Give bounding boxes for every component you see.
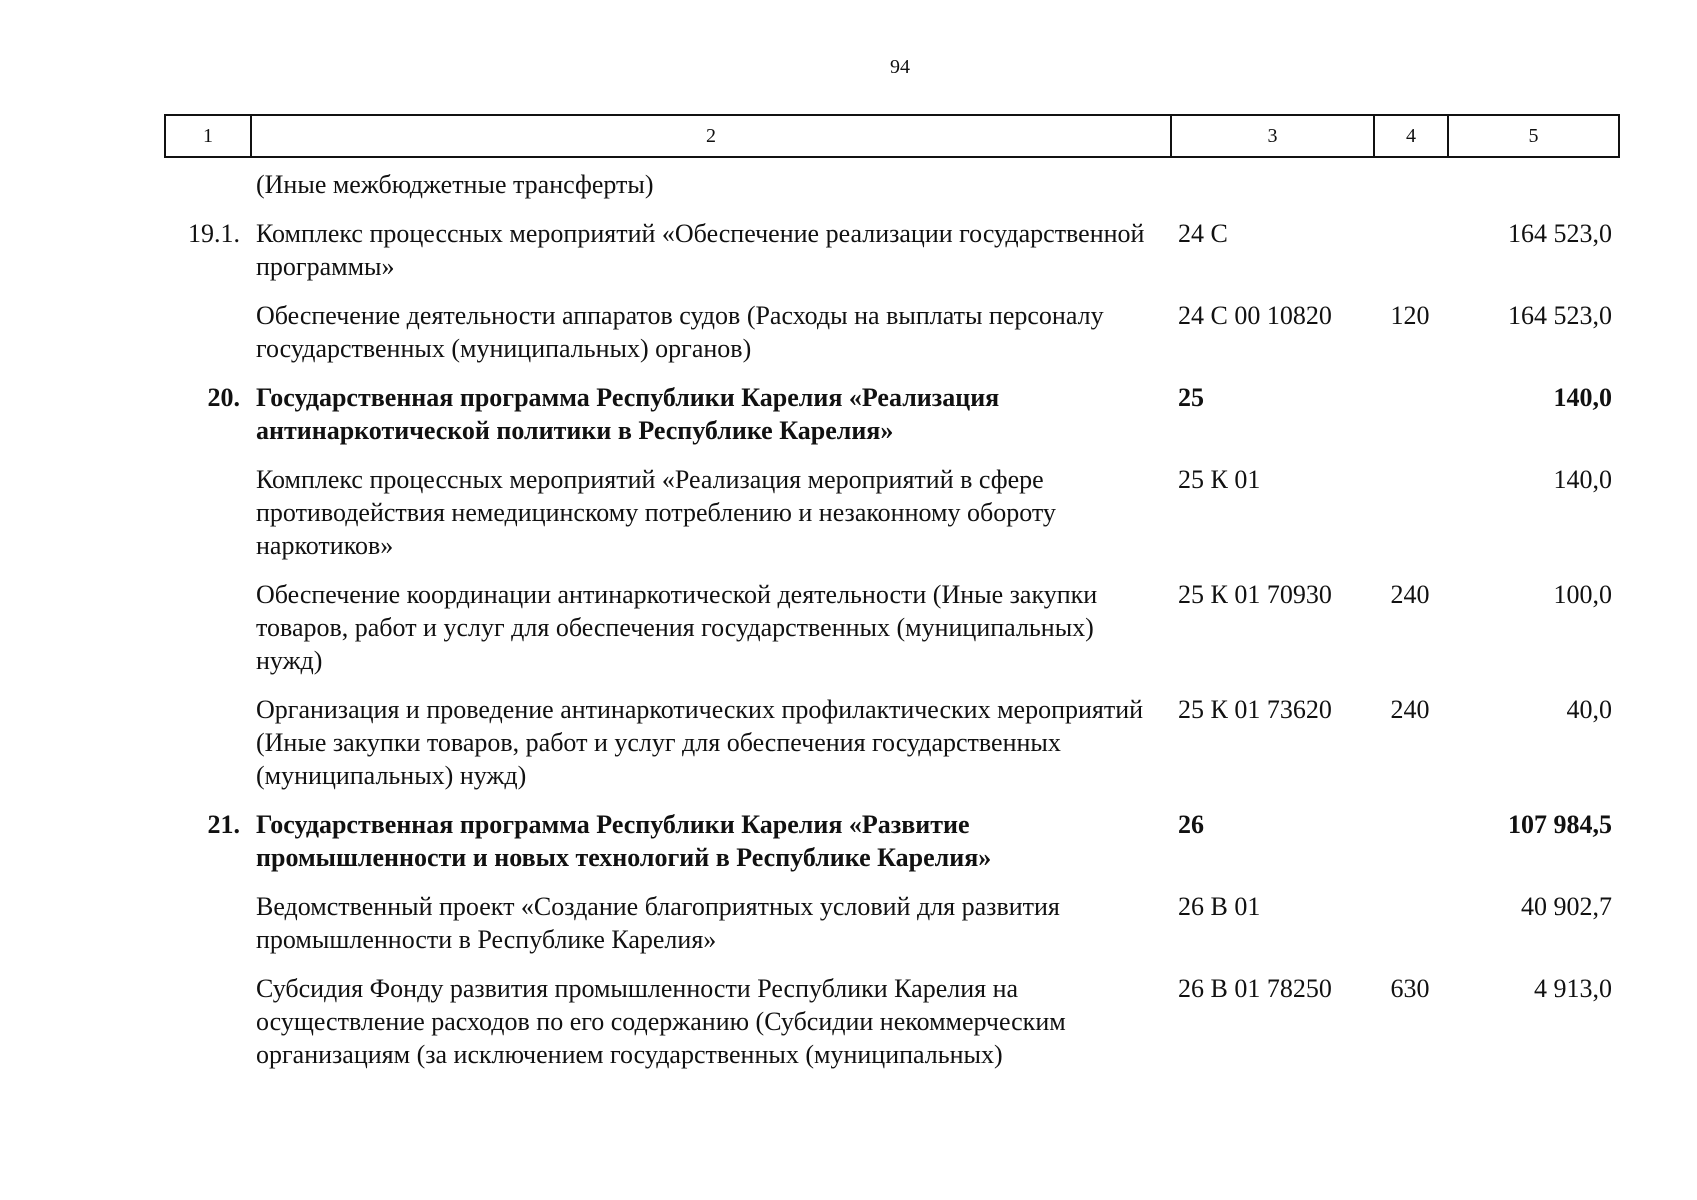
row-number: 20. bbox=[207, 383, 240, 412]
row-code: 25 bbox=[1178, 383, 1204, 412]
row-number bbox=[164, 578, 250, 677]
row-description: Организация и проведение антинаркотических профилактических мероприятий (Иные закупки товаров, работ и услуг для обеспечения государственных (муниципальных) нужд) bbox=[256, 695, 1144, 790]
header-col-4: 4 bbox=[1375, 116, 1449, 156]
table-header bbox=[164, 114, 1620, 158]
row-amount bbox=[1447, 168, 1620, 201]
row-code: 26 bbox=[1178, 810, 1204, 839]
table-row bbox=[164, 890, 1620, 956]
row-amount: 107 984,5 bbox=[1508, 810, 1612, 839]
page-number: 94 bbox=[890, 56, 910, 78]
row-expense-type bbox=[1373, 381, 1447, 447]
row-description: Комплекс процессных мероприятий «Реализация мероприятий в сфере противодействия немедицинскому потреблению и незаконному обороту наркотиков» bbox=[256, 465, 1056, 560]
row-amount: 4 913,0 bbox=[1534, 974, 1612, 1003]
row-amount: 164 523,0 bbox=[1508, 219, 1612, 248]
row-number: 19.1. bbox=[188, 219, 240, 248]
row-number bbox=[164, 972, 250, 1071]
header-col-5: 5 bbox=[1528, 124, 1539, 147]
row-expense-type bbox=[1373, 217, 1447, 283]
row-code: 25 К 01 bbox=[1178, 465, 1261, 494]
row-code: 24 С 00 10820 bbox=[1178, 301, 1332, 330]
row-expense-type bbox=[1373, 463, 1447, 562]
table-row bbox=[164, 299, 1620, 365]
row-code: 24 С bbox=[1178, 219, 1228, 248]
table-row bbox=[164, 808, 1620, 874]
row-number bbox=[164, 168, 250, 201]
row-code: 26 В 01 78250 bbox=[1178, 974, 1332, 1003]
row-expense-type: 120 bbox=[1390, 301, 1430, 330]
row-description: (Иные межбюджетные трансферты) bbox=[256, 170, 654, 199]
row-expense-type: 240 bbox=[1390, 580, 1430, 609]
table-row bbox=[164, 217, 1620, 283]
table-row bbox=[164, 693, 1620, 792]
table-row bbox=[164, 381, 1620, 447]
row-amount: 40,0 bbox=[1566, 695, 1612, 724]
table-row bbox=[164, 463, 1620, 562]
header-col-3: 3 bbox=[1172, 116, 1375, 156]
table-row bbox=[164, 168, 1620, 201]
row-description: Комплекс процессных мероприятий «Обеспечение реализации государственной программы» bbox=[256, 219, 1145, 281]
row-number bbox=[164, 693, 250, 792]
row-amount: 140,0 bbox=[1553, 465, 1612, 494]
row-code: 26 В 01 bbox=[1178, 892, 1261, 921]
row-expense-type bbox=[1373, 168, 1447, 201]
row-expense-type bbox=[1373, 890, 1447, 956]
row-number bbox=[164, 890, 250, 956]
row-amount: 40 902,7 bbox=[1521, 892, 1612, 921]
row-description: Обеспечение деятельности аппаратов судов (Расходы на выплаты персоналу государственных (муниципальных) органов) bbox=[256, 301, 1104, 363]
row-description: Государственная программа Республики Карелия «Реализация антинаркотической политики в Республике Карелия» bbox=[256, 383, 1000, 445]
row-code: 25 К 01 73620 bbox=[1178, 695, 1332, 724]
row-description: Обеспечение координации антинаркотической деятельности (Иные закупки товаров, работ и услуг для обеспечения государственных (муниципальных) нужд) bbox=[256, 580, 1098, 675]
row-code bbox=[1170, 168, 1373, 201]
table-body bbox=[164, 168, 1620, 1087]
row-code: 25 К 01 70930 bbox=[1178, 580, 1332, 609]
row-number: 21. bbox=[207, 810, 240, 839]
row-expense-type bbox=[1373, 808, 1447, 874]
row-amount: 100,0 bbox=[1553, 580, 1612, 609]
header-col-2: 2 bbox=[252, 116, 1172, 156]
table-row bbox=[164, 972, 1620, 1071]
row-expense-type: 630 bbox=[1390, 974, 1430, 1003]
row-description: Государственная программа Республики Карелия «Развитие промышленности и новых технологий в Республике Карелия» bbox=[256, 810, 992, 872]
row-number bbox=[164, 299, 250, 365]
row-description: Субсидия Фонду развития промышленности Республики Карелия на осуществление расходов по его содержанию (Субсидии некоммерческим организациям (за исключением государственных (муниципальных) bbox=[256, 974, 1066, 1069]
row-expense-type: 240 bbox=[1390, 695, 1430, 724]
row-amount: 164 523,0 bbox=[1508, 301, 1612, 330]
table-row bbox=[164, 578, 1620, 677]
row-number bbox=[164, 463, 250, 562]
header-col-1: 1 bbox=[166, 116, 252, 156]
row-description: Ведомственный проект «Создание благоприятных условий для развития промышленности в Республике Карелия» bbox=[256, 892, 1060, 954]
row-amount: 140,0 bbox=[1553, 383, 1612, 412]
